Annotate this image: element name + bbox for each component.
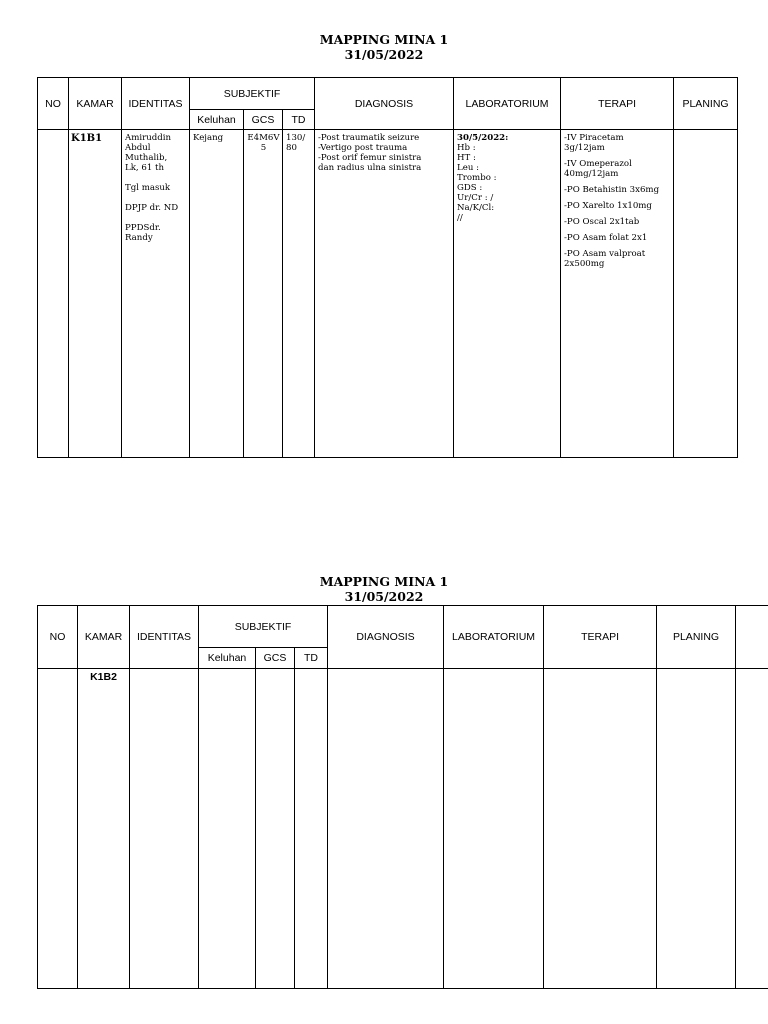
col-gcs: GCS <box>256 648 295 669</box>
cell-terapi <box>561 130 674 458</box>
lab-line: HT : <box>457 153 476 163</box>
terapi-line: 3g/12jam <box>564 143 605 153</box>
col-laboratorium: LABORATORIUM <box>444 606 544 669</box>
col-laboratorium: LABORATORIUM <box>454 78 561 130</box>
mapping-table-1 <box>37 77 738 458</box>
lab-line: Trombo : <box>457 173 497 183</box>
terapi-line: -PO Betahistin 3x6mg <box>564 185 660 195</box>
cell-identitas <box>130 669 199 989</box>
lab-line: Na/K/Cl: <box>457 203 495 213</box>
table-row <box>38 669 768 989</box>
cell-keluhan: Kejang <box>190 130 244 458</box>
identitas-line: Randy <box>125 233 153 243</box>
identitas-line: Muthalib, <box>125 153 168 163</box>
col-kamar: KAMAR <box>69 78 122 130</box>
gcs-line: 5 <box>260 143 267 153</box>
col-td: TD <box>295 648 328 669</box>
table-row <box>38 130 738 458</box>
terapi-line: -IV Omeperazol <box>564 159 632 169</box>
diagnosis-line: -Post orif femur sinistra <box>318 153 422 163</box>
identitas-line: Abdul <box>125 143 151 153</box>
cell-no <box>38 130 69 458</box>
col-keluhan: Keluhan <box>190 110 244 130</box>
col-td: TD <box>283 110 315 130</box>
lab-line: GDS : <box>457 183 483 193</box>
col-kamar: KAMAR <box>78 606 130 669</box>
lab-line: // <box>457 213 463 223</box>
cell-gcs <box>256 669 295 989</box>
cell-terapi <box>544 669 657 989</box>
cell-planing <box>674 130 738 458</box>
cell-keluhan <box>199 669 256 989</box>
col-gcs: GCS <box>244 110 283 130</box>
cell-gcs <box>244 130 283 458</box>
col-keluhan: Keluhan <box>199 648 256 669</box>
col-no: NO <box>38 606 78 669</box>
col-planing: PLANING <box>674 78 738 130</box>
col-subjektif: SUBJEKTIF <box>199 606 328 648</box>
cell-diagnosis <box>315 130 454 458</box>
cell-diagnosis <box>328 669 444 989</box>
col-subjektif: SUBJEKTIF <box>190 78 315 110</box>
diagnosis-line: dan radius ulna sinistra <box>318 163 422 173</box>
col-no: NO <box>38 78 69 130</box>
lab-line: Hb : <box>457 143 476 153</box>
terapi-line: -PO Asam valproat <box>564 249 646 259</box>
col-terapi: TERAPI <box>561 78 674 130</box>
td-line: 80 <box>286 143 297 153</box>
diagnosis-line: -Vertigo post trauma <box>318 143 408 153</box>
page-date: 31/05/2022 <box>344 589 424 604</box>
cell-kamar: K1B1 <box>69 130 122 458</box>
cell-planing <box>657 669 736 989</box>
cell-td <box>295 669 328 989</box>
identitas-line: Amiruddin <box>125 133 172 143</box>
terapi-line: -PO Asam folat 2x1 <box>564 233 648 243</box>
gcs-line: E4M6V <box>247 133 280 143</box>
terapi-line: -PO Oscal 2x1tab <box>564 217 640 227</box>
terapi-line: 40mg/12jam <box>564 169 619 179</box>
terapi-line: -IV Piracetam <box>564 133 624 143</box>
cell-no <box>38 669 78 989</box>
terapi-line: -PO Xarelto 1x10mg <box>564 201 652 211</box>
lab-date: 30/5/2022: <box>457 133 509 143</box>
cell-identitas <box>122 130 190 458</box>
lab-line: Leu : <box>457 163 479 173</box>
col-identitas: IDENTITAS <box>130 606 199 669</box>
page-title: MAPPING MINA 1 <box>319 574 449 589</box>
page-title: MAPPING MINA 1 <box>319 32 449 47</box>
cell-kamar: K1B2 <box>78 669 130 989</box>
col-diagnosis: DIAGNOSIS <box>328 606 444 669</box>
lab-line: Ur/Cr : / <box>457 193 494 203</box>
terapi-line: 2x500mg <box>564 259 605 269</box>
mapping-table-2 <box>37 605 768 989</box>
page-date: 31/05/2022 <box>344 47 424 62</box>
cell-laboratorium <box>444 669 544 989</box>
cell-extra <box>736 669 768 989</box>
cell-td <box>283 130 315 458</box>
col-extra <box>736 606 768 669</box>
cell-laboratorium <box>454 130 561 458</box>
td-line: 130/ <box>286 133 306 143</box>
col-identitas: IDENTITAS <box>122 78 190 130</box>
col-diagnosis: DIAGNOSIS <box>315 78 454 130</box>
col-planing: PLANING <box>657 606 736 669</box>
identitas-line: Lk, 61 th <box>125 163 165 173</box>
diagnosis-line: -Post traumatik seizure <box>318 133 420 143</box>
identitas-line: Tgl masuk <box>125 183 171 193</box>
col-terapi: TERAPI <box>544 606 657 669</box>
identitas-line: DPJP dr. ND <box>125 203 179 213</box>
identitas-line: PPDSdr. <box>125 223 161 233</box>
